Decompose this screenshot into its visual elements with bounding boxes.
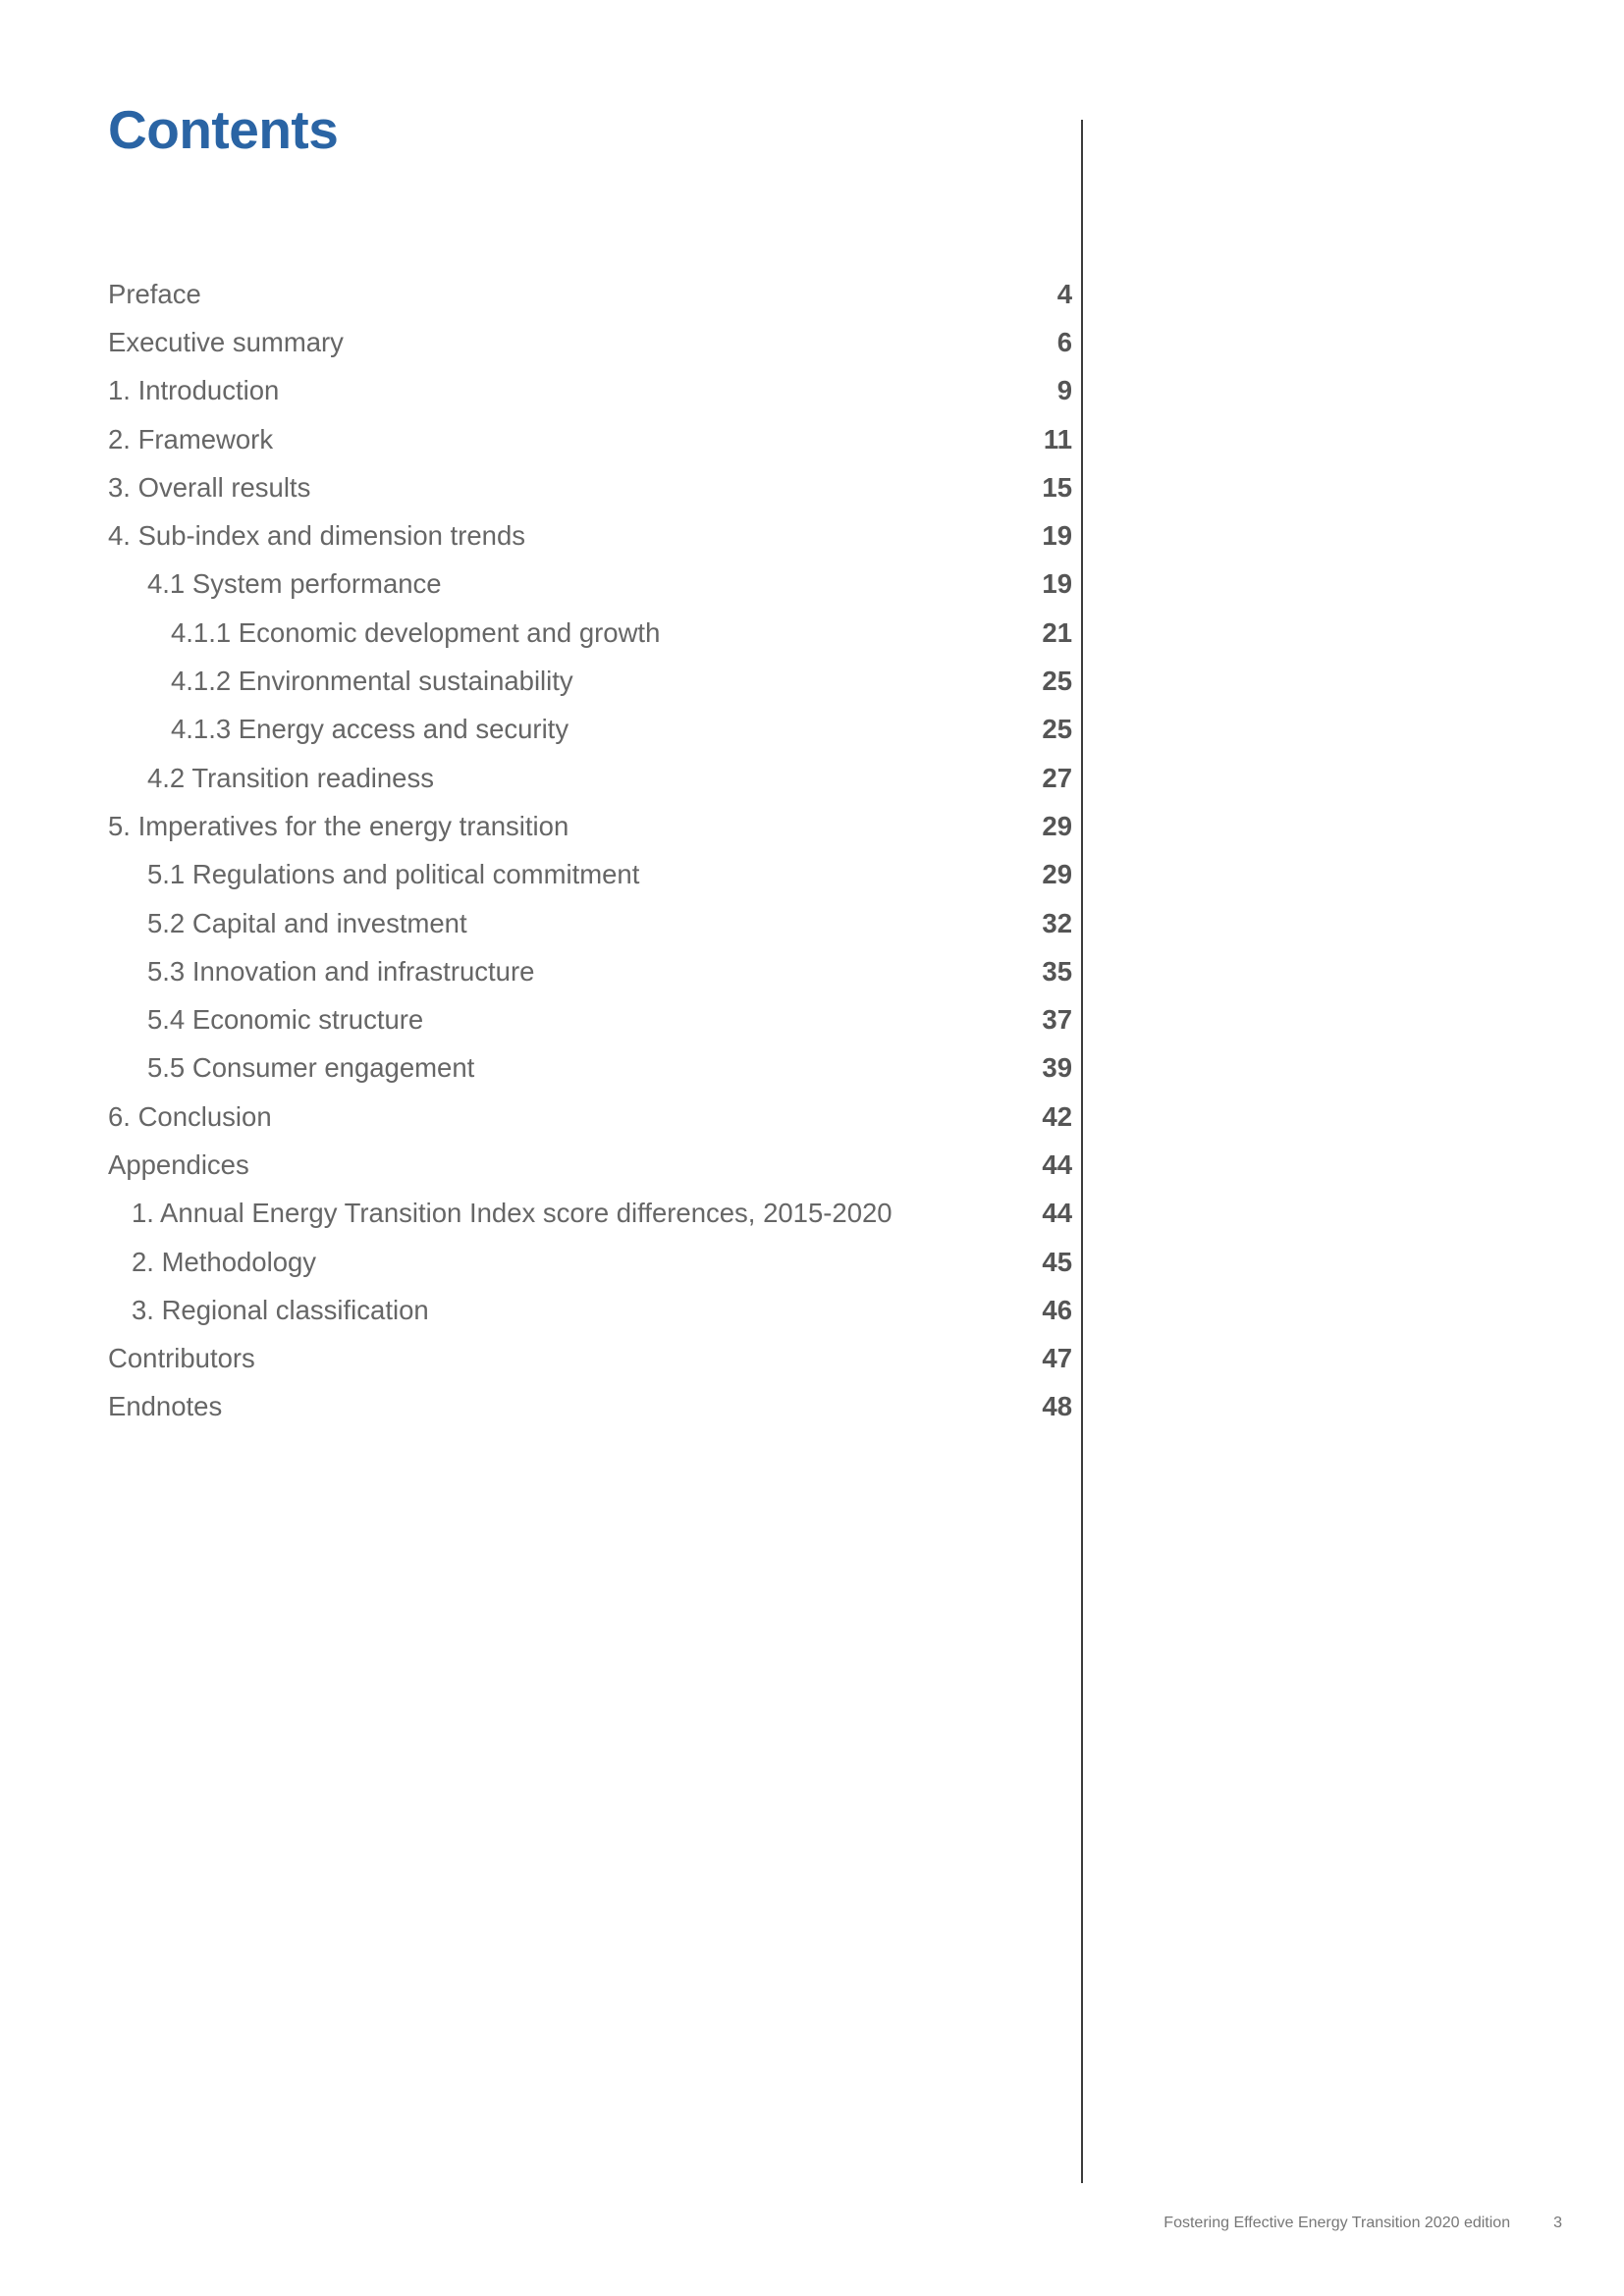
toc-entry-title: 5. Imperatives for the energy transition <box>108 810 569 841</box>
toc-entry-transition-readiness[interactable] <box>108 754 1072 802</box>
toc-entry-page: 29 <box>1042 810 1072 841</box>
toc-entry-appendix-methodology[interactable] <box>108 1238 1072 1286</box>
toc-entry-title: 2. Framework <box>108 423 274 454</box>
toc-entry-imperatives[interactable] <box>108 802 1072 850</box>
toc-entry-title: Appendices <box>108 1148 249 1180</box>
toc-entry-economic-development[interactable] <box>108 609 1072 657</box>
toc-entry-overall-results[interactable] <box>108 463 1072 511</box>
toc-entry-system-performance[interactable] <box>108 561 1072 609</box>
toc-entry-page: 44 <box>1042 1198 1072 1229</box>
toc-entry-appendices[interactable] <box>108 1141 1072 1189</box>
toc-entry-page: 32 <box>1042 907 1072 938</box>
toc-entry-page: 44 <box>1042 1148 1072 1180</box>
toc-entry-title: 5.3 Innovation and infrastructure <box>147 955 535 987</box>
toc-entry-title: 3. Regional classification <box>132 1294 429 1325</box>
toc-entry-endnotes[interactable] <box>108 1383 1072 1431</box>
toc-entry-title: 4. Sub-index and dimension trends <box>108 520 525 552</box>
toc-entry-page: 25 <box>1042 666 1072 697</box>
toc-entry-title: Contributors <box>108 1343 255 1374</box>
toc-entry-page: 25 <box>1042 714 1072 745</box>
toc-entry-environmental-sustainability[interactable] <box>108 657 1072 705</box>
toc-entry-page: 35 <box>1042 955 1072 987</box>
toc-entry-page: 42 <box>1042 1100 1072 1132</box>
toc-entry-title: Executive summary <box>108 326 344 357</box>
toc-entry-appendix-regional-classification[interactable] <box>108 1286 1072 1334</box>
footer-page-number: 3 <box>1553 2215 1562 2231</box>
toc-entry-page: 11 <box>1043 423 1072 454</box>
toc-entry-page: 6 <box>1056 326 1072 357</box>
table-of-contents <box>108 270 1072 1431</box>
toc-entry-title: 5.5 Consumer engagement <box>147 1052 475 1084</box>
toc-entry-title: Preface <box>108 278 201 309</box>
toc-entry-page: 9 <box>1056 375 1072 406</box>
toc-entry-preface[interactable] <box>108 270 1072 318</box>
toc-entry-introduction[interactable] <box>108 367 1072 415</box>
toc-entry-page: 37 <box>1042 1004 1072 1036</box>
toc-entry-title: 4.1.1 Economic development and growth <box>171 616 661 648</box>
toc-entry-title: 5.4 Economic structure <box>147 1004 424 1036</box>
toc-entry-energy-access[interactable] <box>108 706 1072 754</box>
vertical-divider <box>1081 120 1083 2183</box>
toc-entry-page: 46 <box>1042 1294 1072 1325</box>
toc-entry-page: 45 <box>1042 1246 1072 1277</box>
toc-entry-title: 4.1.3 Energy access and security <box>171 714 569 745</box>
toc-entry-page: 29 <box>1042 859 1072 890</box>
toc-entry-page: 21 <box>1042 616 1072 648</box>
toc-entry-title: 6. Conclusion <box>108 1100 272 1132</box>
toc-entry-title: 1. Introduction <box>108 375 280 406</box>
toc-entry-page: 39 <box>1042 1052 1072 1084</box>
toc-entry-title: 5.1 Regulations and political commitment <box>147 859 640 890</box>
toc-entry-title: Endnotes <box>108 1391 223 1422</box>
toc-entry-page: 15 <box>1042 471 1072 503</box>
page-title: Contents <box>108 99 339 160</box>
toc-entry-regulations[interactable] <box>108 851 1072 899</box>
toc-entry-economic-structure[interactable] <box>108 995 1072 1043</box>
toc-entry-page: 4 <box>1056 278 1072 309</box>
toc-entry-appendix-score-differences[interactable] <box>108 1190 1072 1238</box>
toc-entry-title: 3. Overall results <box>108 471 311 503</box>
toc-entry-page: 27 <box>1042 762 1072 793</box>
toc-entry-title: 4.1 System performance <box>147 568 442 600</box>
toc-entry-page: 48 <box>1042 1391 1072 1422</box>
toc-entry-innovation-infrastructure[interactable] <box>108 947 1072 995</box>
footer-publication-title: Fostering Effective Energy Transition 2020 edition <box>1164 2215 1511 2231</box>
toc-entry-sub-index-trends[interactable] <box>108 511 1072 560</box>
toc-entry-title: 4.2 Transition readiness <box>147 762 434 793</box>
toc-entry-framework[interactable] <box>108 415 1072 463</box>
toc-entry-title: 5.2 Capital and investment <box>147 907 467 938</box>
toc-entry-executive-summary[interactable] <box>108 318 1072 366</box>
page-footer <box>1164 2215 1562 2232</box>
toc-entry-page: 19 <box>1042 520 1072 552</box>
toc-entry-title: 4.1.2 Environmental sustainability <box>171 666 573 697</box>
toc-entry-page: 19 <box>1042 568 1072 600</box>
toc-entry-title: 1. Annual Energy Transition Index score differences, 2015-2020 <box>132 1198 893 1229</box>
toc-entry-contributors[interactable] <box>108 1335 1072 1383</box>
toc-entry-page: 47 <box>1042 1343 1072 1374</box>
toc-entry-consumer-engagement[interactable] <box>108 1044 1072 1093</box>
toc-entry-conclusion[interactable] <box>108 1093 1072 1141</box>
toc-entry-capital-investment[interactable] <box>108 899 1072 947</box>
toc-entry-title: 2. Methodology <box>132 1246 317 1277</box>
